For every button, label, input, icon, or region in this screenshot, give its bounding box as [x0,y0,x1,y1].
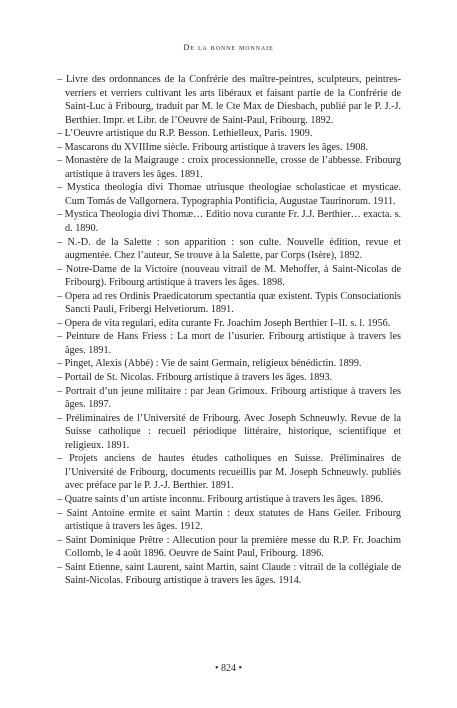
bibliography-entry: – Mystica Theologia divi Thomæ… Editio nova curante Fr. J.J. Berthier… exacta. s. d. 1890. [57,209,401,235]
bibliography-list [57,73,401,588]
bibliography-entry: – N.-D. de la Salette : son apparition : son culte. Nouvelle édition, revue et augmentée. Chez l’auteur, Se trouve à la Salette, par Corps (Isère), 1892. [57,236,401,262]
bibliography-entry: – Préliminaires de l’Université de Fribourg. Avec Joseph Schneuwly. Revue de la Suisse catholique : recueil périodique littéraire, historique, scientifique et religieux. 1891. [57,412,401,451]
bibliography-entry: – Quatre saints d’un artiste inconnu. Fribourg artistique à travers les âges. 1896. [57,493,384,505]
bibliography-entry: – Monastère de la Maigrauge : croix processionnelle, crosse de l’abbesse. Fribourg artistique à travers les âges. 1891. [57,155,401,180]
bibliography-entry: – Livre des ordonnances de la Confrérie des maître-peintres, sculpteurs, peintres-verriers et verriers cultivant les arts libéraux et faisant partie de la Confrérie de Saint-Luc à Fribourg, traduit par M. le Cte Max de Diesbach, publié par le P. J.-J. Berthier. Impr. et Libr. de l’Oeuvre de Saint-Paul, Fribourg. 1892. [57,74,401,126]
bibliography-entry: – Pinget, Alexis (Abbé) : Vie de saint Germain, religieux bénédictin. 1899. [57,358,362,370]
bibliography-entry: – Notre-Dame de la Victoire (nouveau vitrail de M. Mehoffer, à Saint-Nicolas de Fribourg). Fribourg artistique à travers les âges. 1898. [57,263,401,289]
running-head: De la bonne monnaie [183,42,274,52]
bibliography-entry: – Opera ad res Ordinis Praedicatorum spectantia quæ existent. Typis Consociationis Sancti Pauli, Fribergi Helvetiorum. 1891. [57,290,401,316]
bibliography-entry: – Saint Antoine ermite et saint Martin : deux statutes de Hans Geiler. Fribourg artistique à travers les âges. 1912. [57,507,401,533]
page-number: • 824 • [214,663,242,674]
bibliography-entry: – L’Oeuvre artistique du R.P. Besson. Lethielleux, Paris. 1909. [57,128,313,140]
bibliography-entry: – Portail de St. Nicolas. Fribourg artistique à travers les âges. 1893. [57,372,333,384]
bibliography-entry: – Portrait d’un jeune militaire : par Jean Grimoux. Fribourg artistique à travers les âges. 1897. [57,385,401,411]
bibliography-entry: – Peinture de Hans Friess : La mort de l’usurier. Fribourg artistique à travers les âges. 1891. [57,331,401,356]
bibliography-entry: – Opera de vita regulari, edita curante Fr. Joachim Joseph Berthier I–II. s. l. 1956. [57,317,391,329]
bibliography-entry: – Saint Dominique Prêtre : Allecution pour la première messe du R.P. Fr. Joachim Collomb, le 4 août 1896. Oeuvre de Saint Paul, Fribourg. 1896. [57,534,401,560]
bibliography-entry: – Mystica theologia divi Thomae utriusque theologiae scholasticae et mysticae. Cum Tomás de Vallgornera. Typographia Pontificia, Augustae Taurinorum. 1911. [57,182,401,207]
bibliography-entry: – Projets anciens de hautes études catholiques en Suisse. Préliminaires de l’Université de Fribourg, documents recueillis par M. Joseph Schneuwly. publiés avec préface par le P. J.-J. Berthier. 1891. [57,453,401,492]
bibliography-entry: – Mascarons du XVIIIme siècle. Fribourg artistique à travers les âges. 1908. [57,141,369,153]
bibliography-entry: – Saint Etienne, saint Laurent, saint Martin, saint Claude : vitrail de la collégiale de Saint-Nicolas. Fribourg artistique à travers les âges. 1914. [57,561,401,587]
